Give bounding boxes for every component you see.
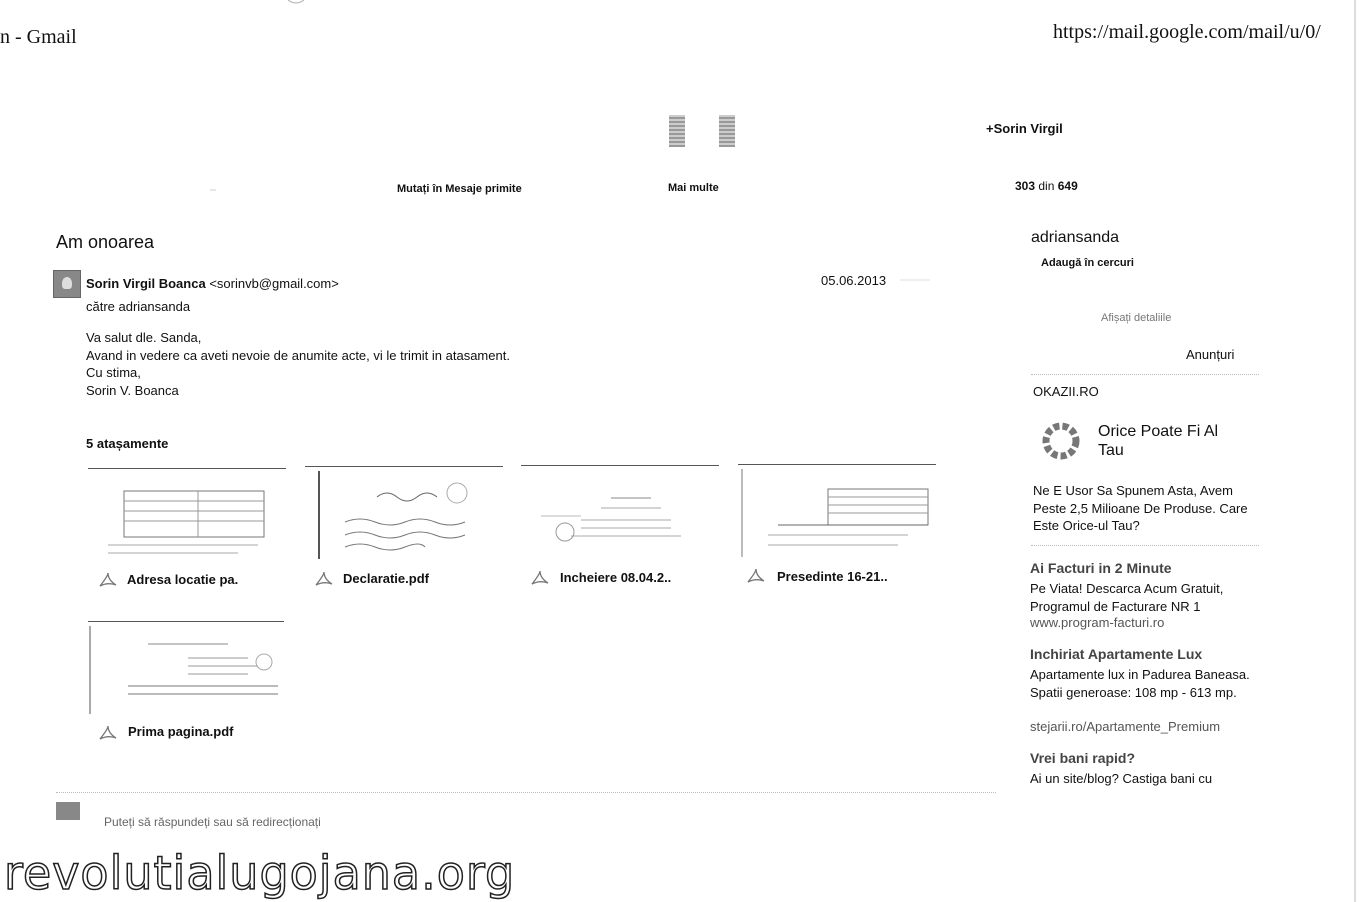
delete-icon[interactable] — [719, 115, 735, 147]
ad-title[interactable]: Vrei bani rapid? — [1030, 750, 1136, 766]
pdf-icon — [98, 725, 118, 741]
attachment-card[interactable] — [88, 621, 284, 718]
ad-brand[interactable]: OKAZII.RO — [1033, 384, 1099, 399]
ad-url[interactable]: stejarii.ro/Apartamente_Premium — [1030, 719, 1221, 734]
okazii-logo-icon — [1040, 420, 1082, 462]
pdf-icon — [314, 571, 334, 587]
ad-body: Ai un site/blog? Castiga bani cu — [1030, 771, 1213, 786]
attachment-label[interactable]: Incheiere 08.04.2.. — [560, 570, 672, 585]
sender-line — [86, 276, 339, 291]
body-line: Cu stima, — [86, 365, 141, 381]
ad-body: Ne E Usor Sa Spunem Asta, Avem Peste 2,5 Milioane De Produse. Care Este Orice-ul Tau? — [1033, 483, 1248, 533]
pdf-icon — [746, 568, 766, 584]
attachment-label[interactable]: Prima pagina.pdf — [128, 724, 234, 739]
ad-url[interactable]: www.program-facturi.ro — [1030, 615, 1165, 630]
body-line: Sorin V. Boanca — [86, 383, 179, 399]
ad-body: Pe Viata! Descarca Acum Gratuit, Programul de Facturare NR 1 — [1030, 581, 1224, 614]
watermark-text: revolutialugojana.org — [4, 846, 516, 900]
counter-total: 649 — [1057, 179, 1078, 193]
divider — [56, 792, 996, 793]
show-details-link[interactable]: Afișați detaliile — [1101, 312, 1172, 324]
counter-current: 303 — [1015, 179, 1036, 193]
sender-email: <sorinvb@gmail.com> — [209, 276, 339, 291]
recipient-line[interactable]: către adriansanda — [86, 299, 191, 314]
attachment-card[interactable] — [88, 468, 286, 565]
message-counter — [1015, 179, 1078, 193]
ads-header: Anunțuri — [1186, 347, 1235, 362]
pdf-icon — [530, 570, 550, 586]
attachment-card[interactable] — [305, 466, 503, 563]
more-button[interactable]: Mai multe — [668, 182, 719, 194]
ad-body: Apartamente lux in Padurea Baneasa. Spatii generoase: 108 mp - 613 mp. — [1030, 667, 1250, 700]
divider — [1031, 374, 1259, 375]
add-to-circles-button[interactable]: Adaugă în cercuri — [1041, 257, 1134, 269]
archive-icon[interactable] — [669, 115, 685, 147]
counter-of: din — [1038, 179, 1055, 193]
attachment-label[interactable]: Declaratie.pdf — [343, 571, 429, 586]
document-preview — [521, 466, 719, 562]
attachment-card[interactable] — [521, 465, 719, 562]
body-line: Avand in vedere ca aveti nevoie de anumite acte, vi le trimit in atasament. — [86, 347, 510, 363]
browser-tab-title: n - Gmail — [0, 26, 77, 48]
ad-title[interactable]: Inchiriat Apartamente Lux — [1030, 646, 1203, 662]
attachment-label[interactable]: Presedinte 16-21.. — [777, 569, 888, 584]
sender-avatar[interactable] — [53, 270, 81, 298]
email-body — [86, 329, 510, 400]
user-profile-link[interactable]: +Sorin Virgil — [986, 121, 1063, 136]
document-preview — [305, 467, 503, 563]
sender-name[interactable]: Sorin Virgil Boanca — [86, 276, 206, 291]
document-preview — [88, 469, 286, 565]
document-preview — [88, 622, 284, 718]
user-avatar — [56, 802, 80, 820]
pdf-icon — [98, 572, 118, 588]
browser-url: https://mail.google.com/mail/u/0/ — [1053, 21, 1321, 43]
email-date: 05.06.2013 — [821, 273, 887, 288]
move-to-inbox-button[interactable]: Mutați în Mesaje primite — [397, 183, 522, 195]
document-preview — [738, 465, 936, 561]
ad-title[interactable]: Ai Facturi in 2 Minute — [1030, 560, 1172, 576]
ad-title-large[interactable]: Orice Poate Fi Al Tau — [1098, 423, 1219, 459]
attachment-label[interactable]: Adresa locatie pa. — [127, 572, 239, 587]
attachments-count: 5 atașamente — [86, 436, 169, 451]
reply-hint[interactable]: Puteți să răspundeți sau să redirecționați — [104, 815, 321, 829]
email-subject: Am onoarea — [56, 232, 155, 252]
body-line: Va salut dle. Sanda, — [86, 330, 202, 345]
attachment-card[interactable] — [738, 464, 936, 561]
divider — [1031, 545, 1259, 546]
contact-name: adriansanda — [1031, 229, 1120, 246]
